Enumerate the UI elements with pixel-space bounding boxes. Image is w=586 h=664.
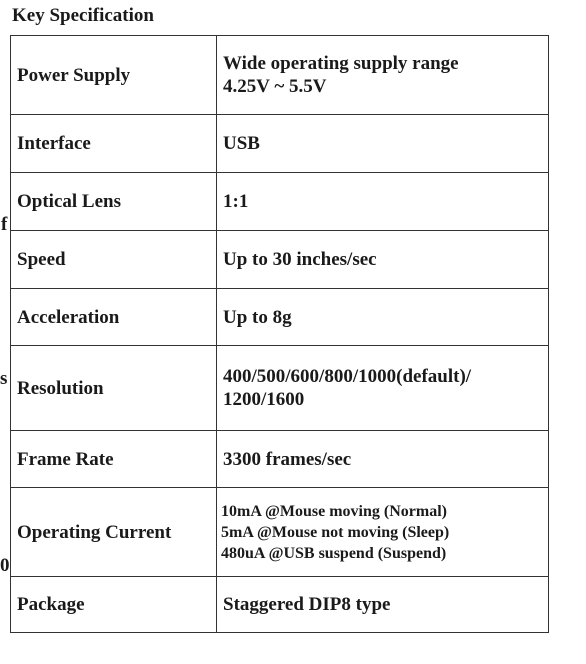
spec-key: Acceleration [11, 289, 217, 346]
spec-key: Frame Rate [11, 431, 217, 488]
spec-key: Resolution [11, 346, 217, 431]
spec-key: Power Supply [11, 36, 217, 115]
spec-value-line: 480uA @USB suspend (Suspend) [221, 544, 447, 562]
spec-value [217, 577, 549, 633]
spec-value-line: 1:1 [223, 191, 249, 212]
table-row [11, 36, 549, 115]
table-row [11, 431, 549, 488]
spec-value [217, 431, 549, 488]
spec-value [217, 36, 549, 115]
spec-value-line: 5mA @Mouse not moving (Sleep) [221, 523, 450, 541]
section-title: Key Specification [12, 5, 154, 26]
clipped-text-fragment: 0 [0, 555, 10, 576]
spec-value [217, 173, 549, 231]
spec-key: Package [11, 577, 217, 633]
spec-value [217, 488, 549, 577]
table-row [11, 231, 549, 289]
table-row [11, 173, 549, 231]
table-row [11, 488, 549, 577]
spec-value [217, 231, 549, 289]
spec-value-line: 10mA @Mouse moving (Normal) [221, 502, 447, 520]
spec-value-line: 3300 frames/sec [223, 448, 352, 470]
table-row [11, 115, 549, 173]
table-row [11, 346, 549, 431]
spec-table [10, 35, 549, 633]
spec-value-line: USB [223, 133, 260, 154]
spec-value-line: Staggered DIP8 type [223, 594, 391, 615]
spec-key: Interface [11, 115, 217, 173]
spec-key: Speed [11, 231, 217, 289]
clipped-text-fragment: f [1, 214, 8, 235]
spec-value [217, 289, 549, 346]
clipped-text-fragment: s [0, 368, 8, 389]
spec-value [217, 115, 549, 173]
spec-value-line: Up to 8g [223, 306, 292, 328]
table-row [11, 577, 549, 633]
spec-value [217, 346, 549, 431]
spec-key: Optical Lens [11, 173, 217, 231]
spec-value-line: 400/500/600/800/1000(default)/ [223, 366, 472, 387]
spec-value-line: 4.25V ~ 5.5V [223, 76, 327, 97]
spec-value-line: 1200/1600 [223, 389, 305, 410]
spec-value-line: Wide operating supply range [223, 53, 459, 74]
table-row [11, 289, 549, 346]
spec-value-line: Up to 30 inches/sec [223, 249, 377, 270]
spec-key: Operating Current [11, 488, 217, 577]
